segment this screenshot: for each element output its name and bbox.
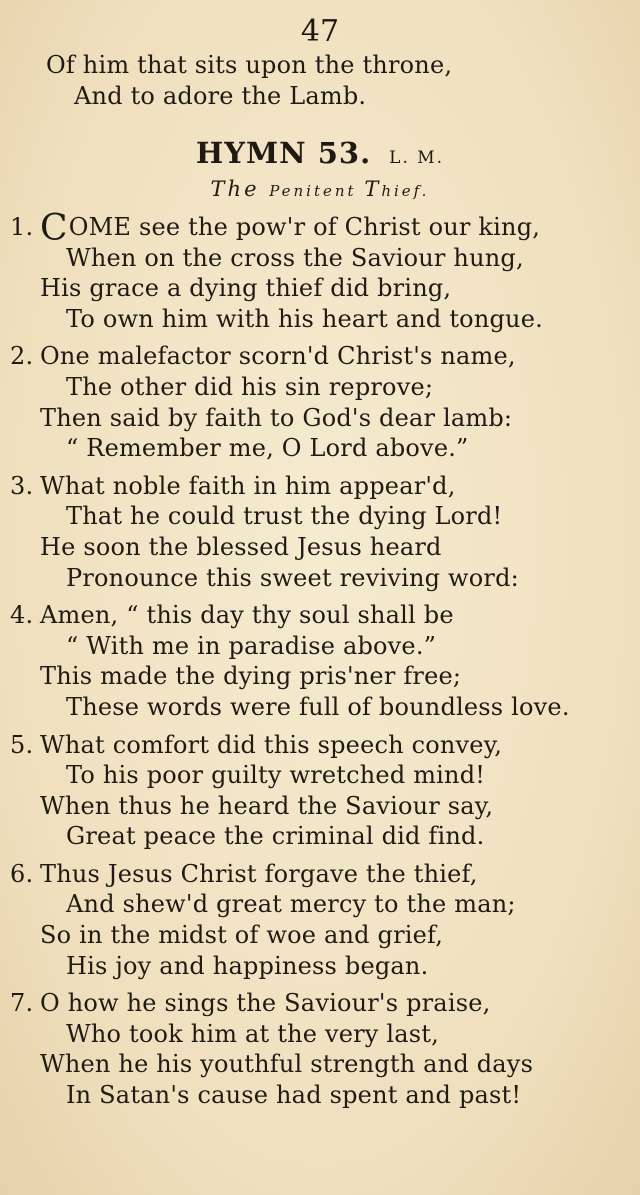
verse-line: To own him with his heart and tongue. [66,304,543,333]
hymn-title-word-3: hief. [381,182,430,200]
hymn-metre: L. M. [389,148,445,168]
verse-line: His grace a dying thief did bring, [40,274,452,303]
verse-line [0,471,640,502]
verse-number: 4. [10,601,34,630]
verse-line [0,600,640,631]
verse-line: “ Remember me, O Lord above.” [66,434,469,463]
page-number: 47 [300,14,340,49]
verse-line [0,859,640,890]
verse-number: 3. [10,471,34,500]
verse-line: Great peace the criminal did find. [66,822,485,851]
verse-line: The other did his sin reprove; [66,372,434,401]
hymn-title-initial-3: T [364,177,382,201]
verse-7 [0,988,640,1110]
verse-line: These words were full of boundless love. [66,692,570,721]
verse-line: “ With me in paradise above.” [66,631,437,660]
verse-line: Then said by faith to God's dear lamb: [40,403,513,432]
verse-line-text: OME see the pow'r of Christ our king, [68,213,541,241]
verse-5 [0,730,640,852]
verse-2 [0,341,640,463]
hymn-heading [0,134,640,177]
verse-line-text: O how he sings the Saviour's praise, [40,989,491,1018]
verse-line [0,341,640,372]
verse-line: To his poor guilty wretched mind! [66,761,486,790]
verse-line: This made the dying pris'ner free; [40,662,462,691]
verse-number: 7. [10,989,34,1018]
verse-number: 6. [10,859,34,888]
verse-line: That he could trust the dying Lord! [66,502,503,531]
verse-line [0,730,640,761]
verse-line-text: Amen, “ this day thy soul shall be [40,601,454,630]
hymn-verses [0,208,640,1118]
drop-cap: C [40,208,68,249]
verse-line-text: What comfort did this speech convey, [40,730,503,759]
carryover-lines [46,50,452,112]
verse-line-text: What noble faith in him appear'd, [40,471,456,500]
hymn-title-word-1: The [210,177,270,201]
verse-line [0,988,640,1019]
verse-line: In Satan's cause had spent and past! [66,1081,522,1110]
hymn-number: HYMN 53. [195,136,372,170]
verse-line: And shew'd great mercy to the man; [66,890,516,919]
verse-number: 5. [10,730,34,759]
hymn-title-word-2: Penitent [269,182,365,200]
verse-number: 2. [10,342,34,371]
verse-line: Pronounce this sweet reviving word: [66,563,519,592]
verse-3 [0,471,640,593]
carryover-line-1: Of him that sits upon the throne, [46,51,453,79]
verse-line: When thus he heard the Saviour say, [40,791,494,820]
verse-line-text: Thus Jesus Christ forgave the thief, [40,859,478,888]
verse-number: 1. [10,213,34,241]
verse-line [0,208,640,249]
verse-line: When he his youthful strength and days [40,1050,534,1079]
hymn-title [0,174,640,206]
verse-line: Who took him at the very last, [66,1019,439,1048]
verse-line: His joy and happiness began. [66,951,429,980]
verse-line: He soon the blessed Jesus heard [40,532,442,561]
verse-line: When on the cross the Saviour hung, [66,243,524,272]
verse-line-text: One malefactor scorn'd Christ's name, [40,342,516,371]
carryover-line-2: And to adore the Lamb. [74,82,367,110]
verse-1 [0,208,640,334]
verse-4 [0,600,640,722]
verse-6 [0,859,640,981]
verse-line: So in the midst of woe and grief, [40,921,444,950]
